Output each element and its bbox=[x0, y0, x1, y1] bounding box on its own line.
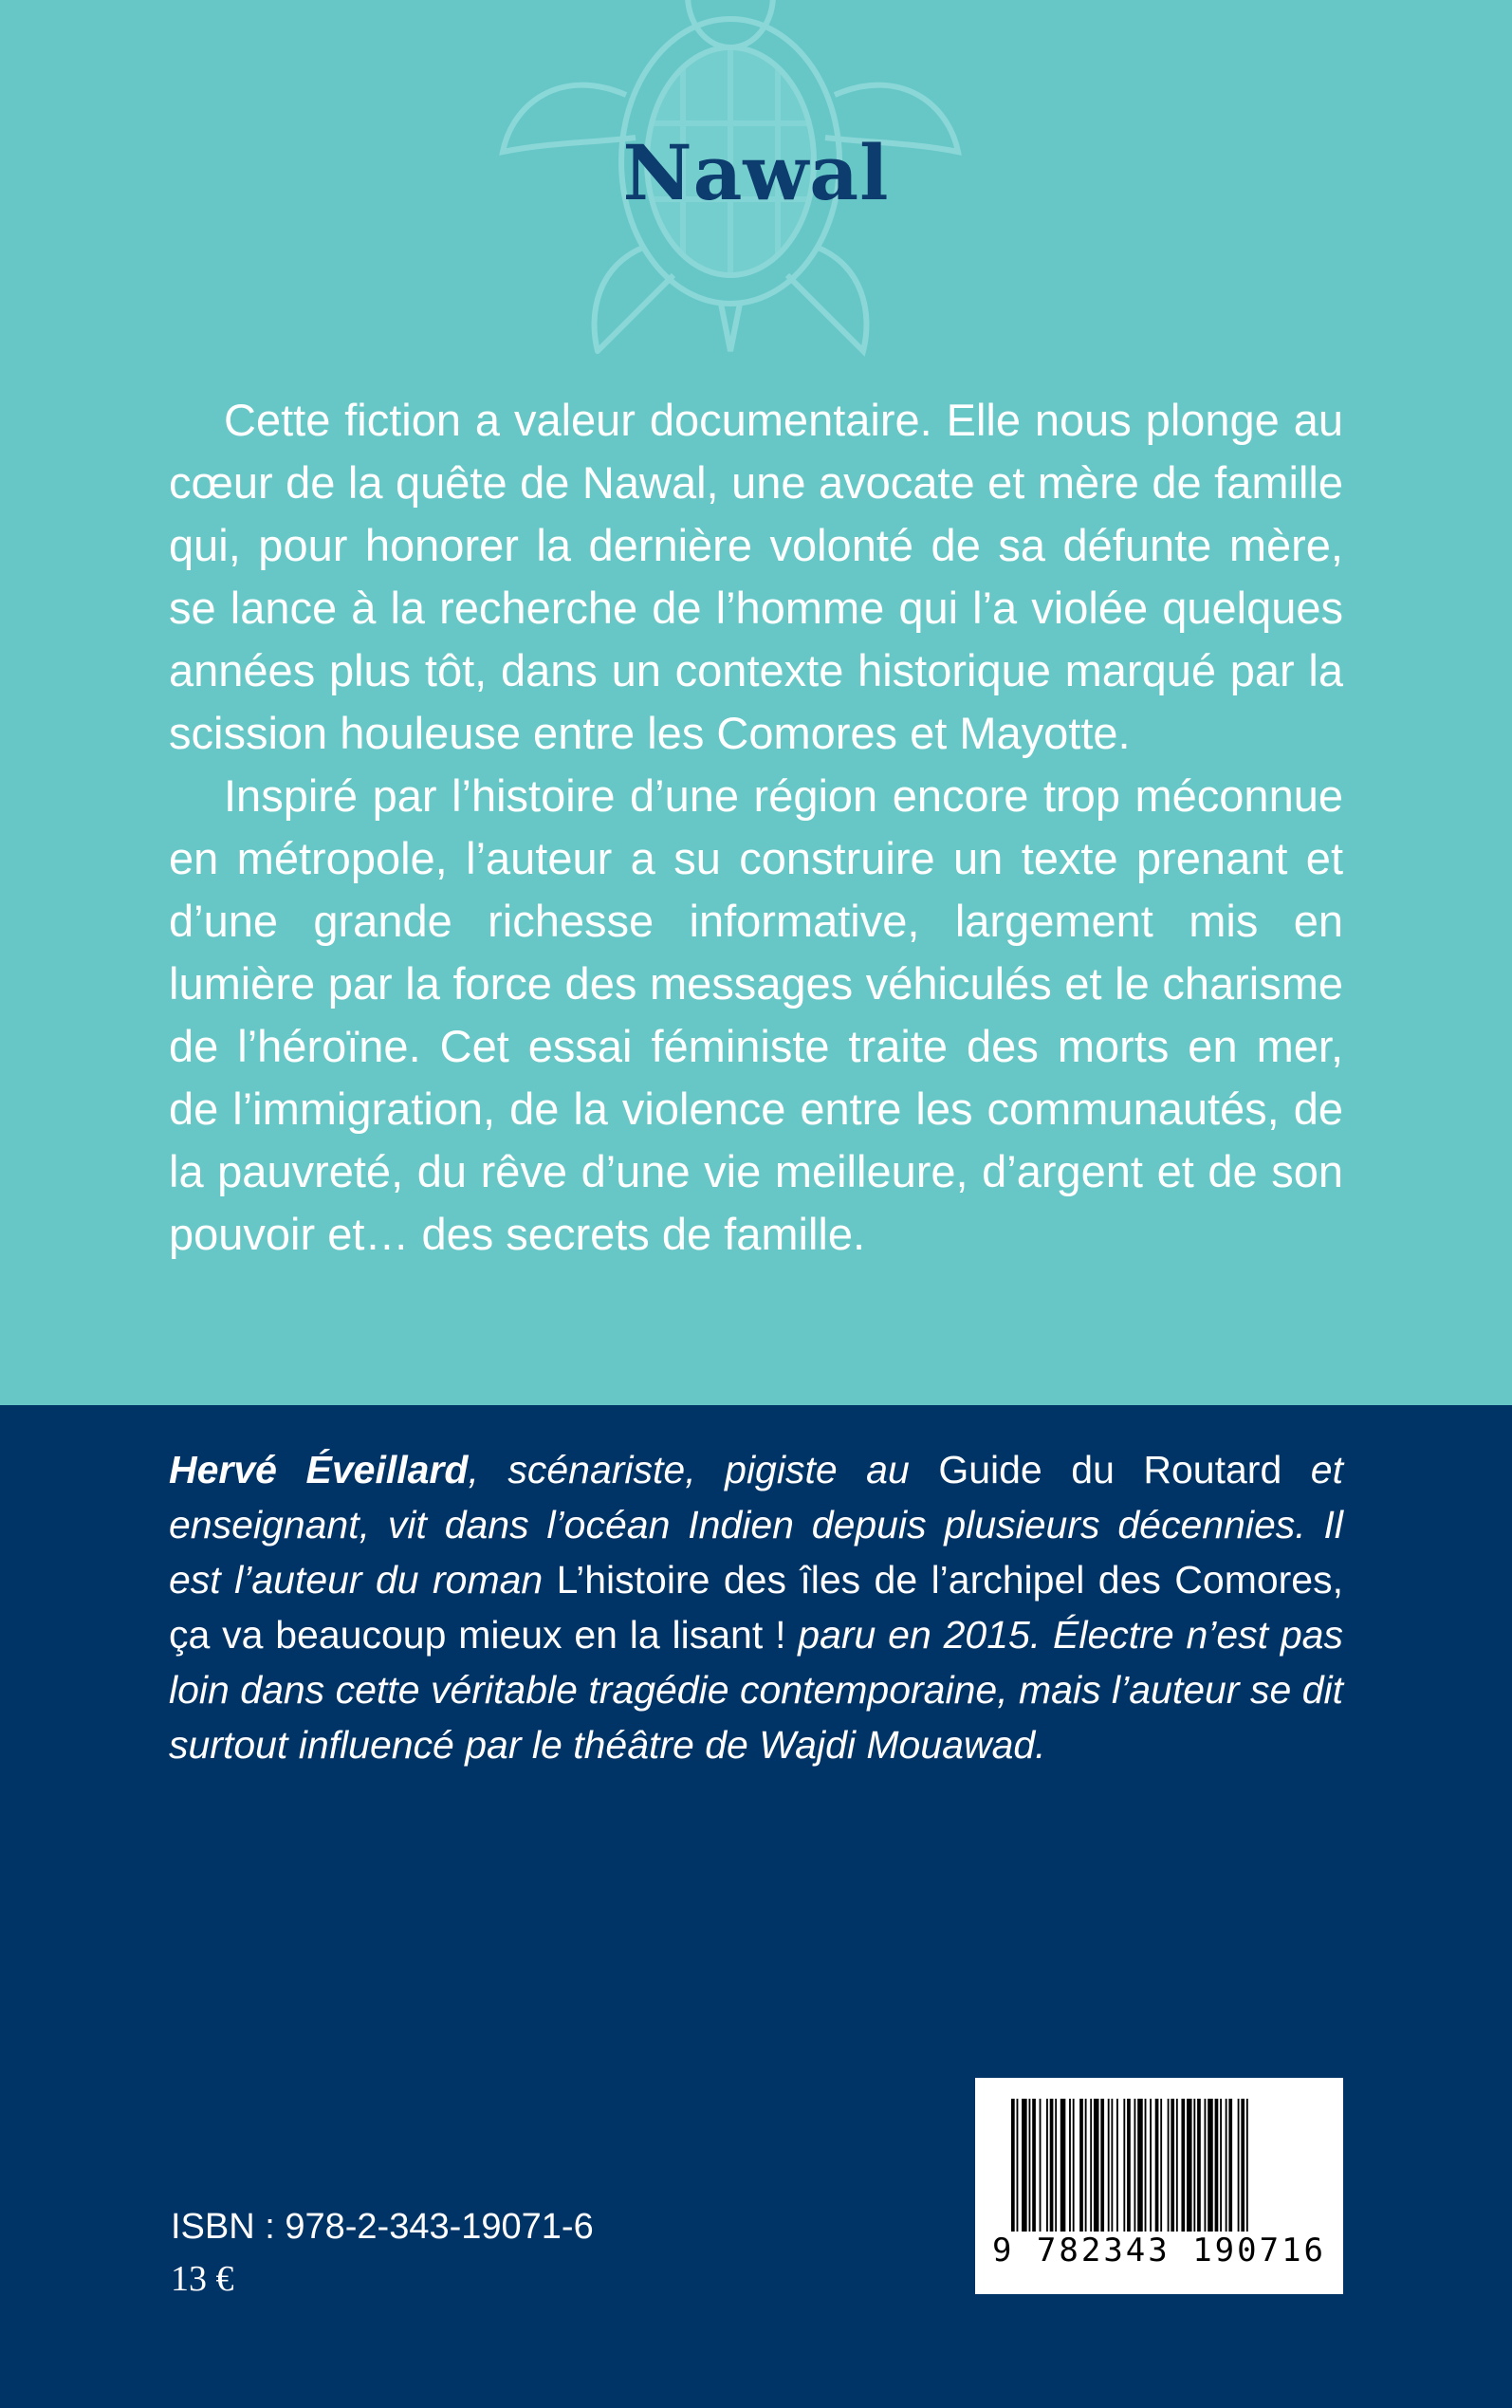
price: 13 € bbox=[171, 2259, 234, 2299]
bio-text-3: paru en 2015. Électre n’est pas loin dans cette véritable tragédie contemporaine, mais l’auteur se dit surtout influencé par le théâtre de Wajdi Mouawad. bbox=[169, 1613, 1343, 1767]
bio-text-2: et enseignant, vit dans l’océan Indien depuis plusieurs décennies. Il est l’auteur du roman bbox=[169, 1448, 1343, 1602]
author-name: Hervé Éveillard bbox=[169, 1448, 469, 1491]
bio-guide-title: Guide du Routard bbox=[938, 1448, 1282, 1491]
barcode-digits: 9 782343 190716 bbox=[991, 2232, 1327, 2269]
book-title: Nawal bbox=[622, 128, 890, 217]
barcode-icon bbox=[1011, 2099, 1307, 2232]
author-bio bbox=[169, 1442, 1343, 1772]
barcode bbox=[975, 2078, 1343, 2294]
blurb bbox=[169, 389, 1343, 1266]
bio-book-title: L’histoire des îles de l’archipel des Comores, ça va beaucoup mieux en la lisant ! bbox=[169, 1558, 1343, 1657]
bio-text-1: , scénariste, pigiste au bbox=[468, 1448, 939, 1491]
blurb-paragraph-2: Inspiré par l’histoire d’une région encore trop méconnue en métropole, l’auteur a su construire un texte prenant et d’une grande richesse informative, largement mis en lumière par la force des messages véhiculés et le charisme de l’héroïne. Cet essai féministe traite des morts en mer, de l’immigration, de la violence entre les communautés, de la pauvreté, du rêve d’une vie meilleure, d’argent et de son pouvoir et… des secrets de famille. bbox=[169, 770, 1343, 1259]
blurb-paragraph-1: Cette fiction a valeur documentaire. Elle nous plonge au cœur de la quête de Nawal, une avocate et mère de famille qui, pour honorer la dernière volonté de sa défunte mère, se lance à la recherche de l’homme qui l’a violée quelques années plus tôt, dans un contexte historique marqué par la scission houleuse entre les Comores et Mayotte. bbox=[169, 395, 1343, 758]
isbn: ISBN : 978-2-343-19071-6 bbox=[171, 2207, 594, 2247]
